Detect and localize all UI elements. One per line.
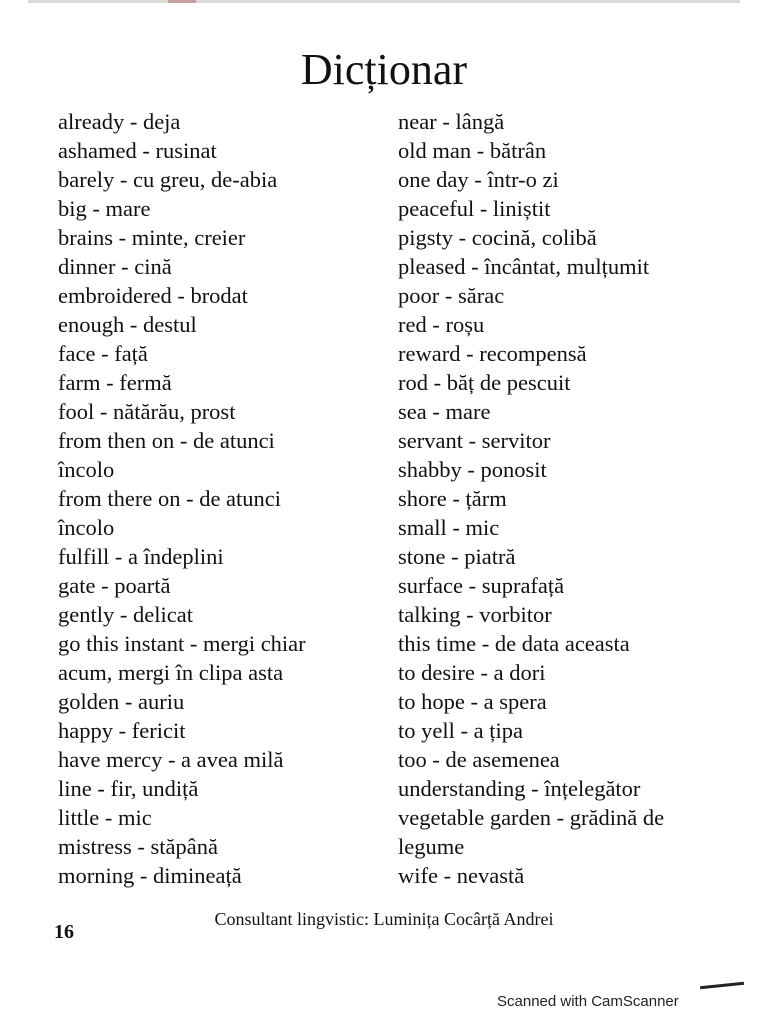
dictionary-entry: to yell - a țipa [398, 718, 523, 743]
page-number: 16 [54, 921, 74, 943]
dictionary-entry: too - de asemenea [398, 747, 560, 772]
top-edge-line [28, 0, 740, 3]
dictionary-entry: reward - recompensă [398, 341, 587, 366]
dictionary-entry: from then on - de atunci [58, 428, 275, 453]
dictionary-entry: morning - dimineață [58, 863, 242, 888]
dictionary-entry: poor - sărac [398, 283, 505, 308]
dictionary-column-right [398, 107, 738, 890]
page-title: Dicționar [300, 45, 468, 94]
dictionary-entry: încolo [58, 457, 115, 482]
dictionary-entry: old man - bătrân [398, 138, 547, 163]
dictionary-entry: from there on - de atunci [58, 486, 282, 511]
dictionary-entry: near - lângă [398, 109, 505, 134]
dictionary-entry: pigsty - cocină, colibă [398, 225, 597, 250]
top-edge-mark [168, 0, 196, 3]
dictionary-entry: understanding - înțelegător [398, 776, 641, 801]
dictionary-entry: already - deja [58, 109, 181, 134]
dictionary-entry: this time - de data aceasta [398, 631, 630, 656]
dictionary-entry: surface - suprafață [398, 573, 565, 598]
scanner-watermark: Scanned with CamScanner [497, 993, 679, 1010]
dictionary-entry: fulfill - a îndeplini [58, 544, 224, 569]
dictionary-entry: have mercy - a avea milă [58, 747, 284, 772]
dictionary-entry: vegetable garden - grădină de [398, 805, 665, 830]
dictionary-column-left [58, 107, 388, 890]
dictionary-entry: golden - auriu [58, 689, 185, 714]
dictionary-entry: sea - mare [398, 399, 491, 424]
dictionary-entry: dinner - cină [58, 254, 172, 279]
dictionary-entry: red - roșu [398, 312, 485, 337]
dictionary-entry: talking - vorbitor [398, 602, 552, 627]
dictionary-entry: one day - într-o zi [398, 167, 559, 192]
dictionary-entry: acum, mergi în clipa asta [58, 660, 284, 685]
dictionary-entry: servant - servitor [398, 428, 551, 453]
dictionary-entry: go this instant - mergi chiar [58, 631, 306, 656]
dictionary-entry: line - fir, undiță [58, 776, 199, 801]
dictionary-entry: wife - nevastă [398, 863, 525, 888]
dictionary-entry: shore - țărm [398, 486, 507, 511]
dictionary-entry: stone - piatră [398, 544, 516, 569]
dictionary-entry: ashamed - rusinat [58, 138, 217, 163]
linguistic-consultant-credit: Consultant lingvistic: Luminița Cocârță Andrei [214, 909, 554, 929]
dictionary-entry: gently - delicat [58, 602, 193, 627]
dictionary-entry: barely - cu greu, de-abia [58, 167, 278, 192]
dictionary-entry: farm - fermă [58, 370, 172, 395]
dictionary-entry: big - mare [58, 196, 151, 221]
dictionary-entry: little - mic [58, 805, 152, 830]
dictionary-entry: legume [398, 834, 465, 859]
dictionary-entry: rod - băț de pescuit [398, 370, 571, 395]
dictionary-entry: to desire - a dori [398, 660, 546, 685]
dictionary-entry: happy - fericit [58, 718, 186, 743]
dictionary-entry: to hope - a spera [398, 689, 547, 714]
dictionary-entry: embroidered - brodat [58, 283, 248, 308]
dictionary-entry: enough - destul [58, 312, 197, 337]
dictionary-entry: small - mic [398, 515, 500, 540]
dictionary-entry: fool - nătărău, prost [58, 399, 236, 424]
dictionary-entry: shabby - ponosit [398, 457, 547, 482]
scan-corner-mark [700, 982, 744, 990]
dictionary-entry: gate - poartă [58, 573, 171, 598]
dictionary-entry: face - față [58, 341, 148, 366]
dictionary-entry: mistress - stăpână [58, 834, 218, 859]
dictionary-entry: brains - minte, creier [58, 225, 246, 250]
dictionary-entry: încolo [58, 515, 115, 540]
dictionary-entry: peaceful - liniștit [398, 196, 551, 221]
dictionary-entry: pleased - încântat, mulțumit [398, 254, 650, 279]
